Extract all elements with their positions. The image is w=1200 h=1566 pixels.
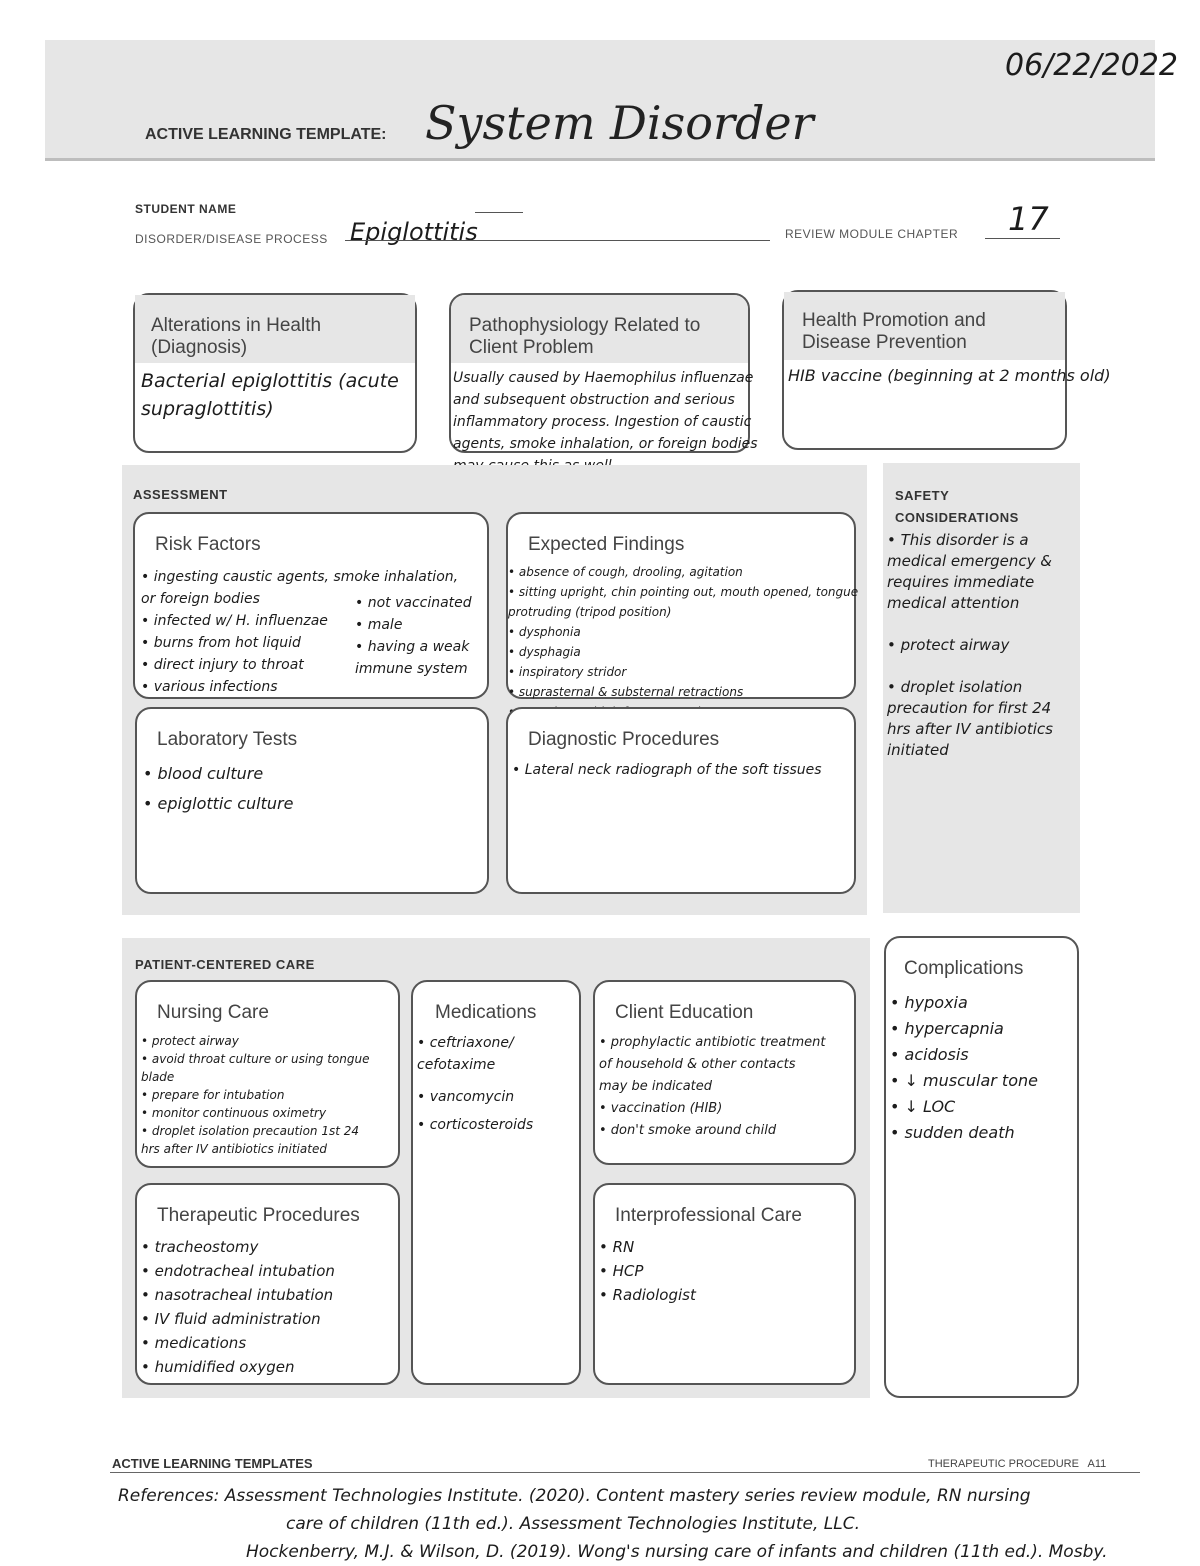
laboratory-tests-title: Laboratory Tests — [157, 729, 298, 750]
footer-right: THERAPEUTIC PROCEDURE A11 — [928, 1458, 1107, 1470]
date: 06/22/2022 — [1005, 48, 1178, 83]
therapeutic-procedures-text: • tracheostomy • endotracheal intubation • nasotracheal intubation • IV fluid administration • medications • humidified oxygen — [141, 1238, 335, 1376]
safety-label: SAFETY CONSIDERATIONS — [895, 488, 1019, 525]
pathophysiology-text: Usually caused by Haemophilus influenzae and subsequent obstruction and serious inflammatory process. Ingestion of caustic agents, smoke inhalation, or foreign bodies — [453, 370, 758, 452]
laboratory-tests-box — [135, 707, 489, 894]
risk-factors-box — [133, 512, 489, 699]
interprofessional-care-title: Interprofessional Care — [615, 1205, 802, 1226]
nursing-care-title: Nursing Care — [157, 1002, 269, 1023]
risk-factors-title: Risk Factors — [155, 534, 261, 555]
medications-title: Medications — [435, 1002, 537, 1023]
references-text: References: Assessment Technologies Institute. (2020). Content mastery series review module, RN nursing care of children (11th ed.). Assessment Technologies Institute, LLC. Hockenberry, M.J. & Wilson, D. (2019). Wong's nursing care of infants and children (11th ed.). Mosby. — [118, 1486, 1108, 1562]
safety-text: • This disorder is a medical emergency & requires immediate medical attention • protect airway • droplet isolation precaution for first 24 hrs after IV antibiotics initiated — [887, 531, 1053, 759]
therapeutic-procedures-box — [135, 1183, 400, 1385]
therapeutic-procedures-title: Therapeutic Procedures — [157, 1205, 360, 1226]
template-prefix: ACTIVE LEARNING TEMPLATE: — [145, 126, 387, 143]
client-education-box — [593, 980, 856, 1165]
client-education-text: • prophylactic antibiotic treatment of household & other contacts may be indicated • vaccination (HIB) • don't smoke around child — [599, 1035, 826, 1138]
complications-title: Complications — [904, 958, 1024, 979]
diagnostic-procedures-title: Diagnostic Procedures — [528, 729, 720, 750]
template-title: System Disorder — [425, 96, 814, 150]
chapter-line — [985, 238, 1060, 239]
alterations-title: Alterations in Health (Diagnosis) — [151, 315, 322, 358]
complications-text: • hypoxia • hypercapnia • acidosis • ↓ muscular tone • ↓ LOC • sudden death — [890, 993, 1038, 1142]
footer-left: ACTIVE LEARNING TEMPLATES — [112, 1456, 313, 1471]
expected-findings-title: Expected Findings — [528, 534, 685, 555]
chapter-label: REVIEW MODULE CHAPTER — [785, 227, 959, 241]
disorder-value: Epiglottitis — [350, 218, 478, 246]
medications-box — [411, 980, 581, 1385]
patient-centered-care-label: PATIENT-CENTERED CARE — [135, 957, 315, 972]
chapter-value: 17 — [1008, 200, 1049, 238]
disorder-label: DISORDER/DISEASE PROCESS — [135, 232, 328, 246]
nursing-care-box — [135, 980, 400, 1168]
nursing-care-text: • protect airway • avoid throat culture or using tongue blade • prepare for intubation • monitor continuous oximetry • droplet isolation precaution 1st 24 hrs after IV antibiotics initiated — [141, 1034, 370, 1156]
interprofessional-care-box — [593, 1183, 856, 1385]
health-promotion-text: HIB vaccine (beginning at 2 months old) — [788, 366, 1111, 385]
student-name-line — [475, 212, 523, 213]
student-name-label: STUDENT NAME — [135, 202, 237, 216]
alterations-box — [133, 293, 417, 453]
expected-findings-box — [506, 512, 859, 699]
pathophysiology-title: Pathophysiology Related to Client Problem — [469, 315, 701, 358]
footer-rule — [110, 1472, 1140, 1473]
laboratory-tests-text: • blood culture • epiglottic culture — [143, 764, 294, 813]
assessment-label: ASSESSMENT — [133, 487, 228, 502]
interprofessional-care-text: • RN • HCP • Radiologist — [599, 1238, 696, 1304]
complications-box — [884, 936, 1079, 1398]
health-promotion-title: Health Promotion and Disease Prevention — [802, 310, 986, 353]
expected-findings-text: • absence of cough, drooling, agitation • sitting upright, chin pointing out, mouth opened, tongue protruding (tripod position) • dysphonia • dysphagia • inspiratory stridor • suprasternal & substernal retractions — [508, 565, 859, 699]
risk-factors-text: • ingesting caustic agents, smoke inhalation, or foreign bodies • infected w/ H. influenzae • burns from hot liquid • direct injury to throat • various infections — [141, 569, 459, 695]
risk-factors-side-text: • not vaccinated • male • having a weak immune system — [355, 595, 472, 677]
pathophysiology-box — [449, 293, 758, 453]
health-promotion-box — [782, 290, 1111, 450]
disorder-line — [345, 240, 770, 241]
medications-text: • ceftriaxone/ cefotaxime • vancomycin • corticosteroids — [417, 1035, 534, 1133]
diagnostic-procedures-box — [506, 707, 856, 894]
client-education-title: Client Education — [615, 1002, 754, 1023]
alterations-text: Bacterial epiglottitis (acute supraglottitis) — [141, 370, 399, 420]
diagnostic-procedures-text: • Lateral neck radiograph of the soft tissues — [512, 762, 822, 778]
